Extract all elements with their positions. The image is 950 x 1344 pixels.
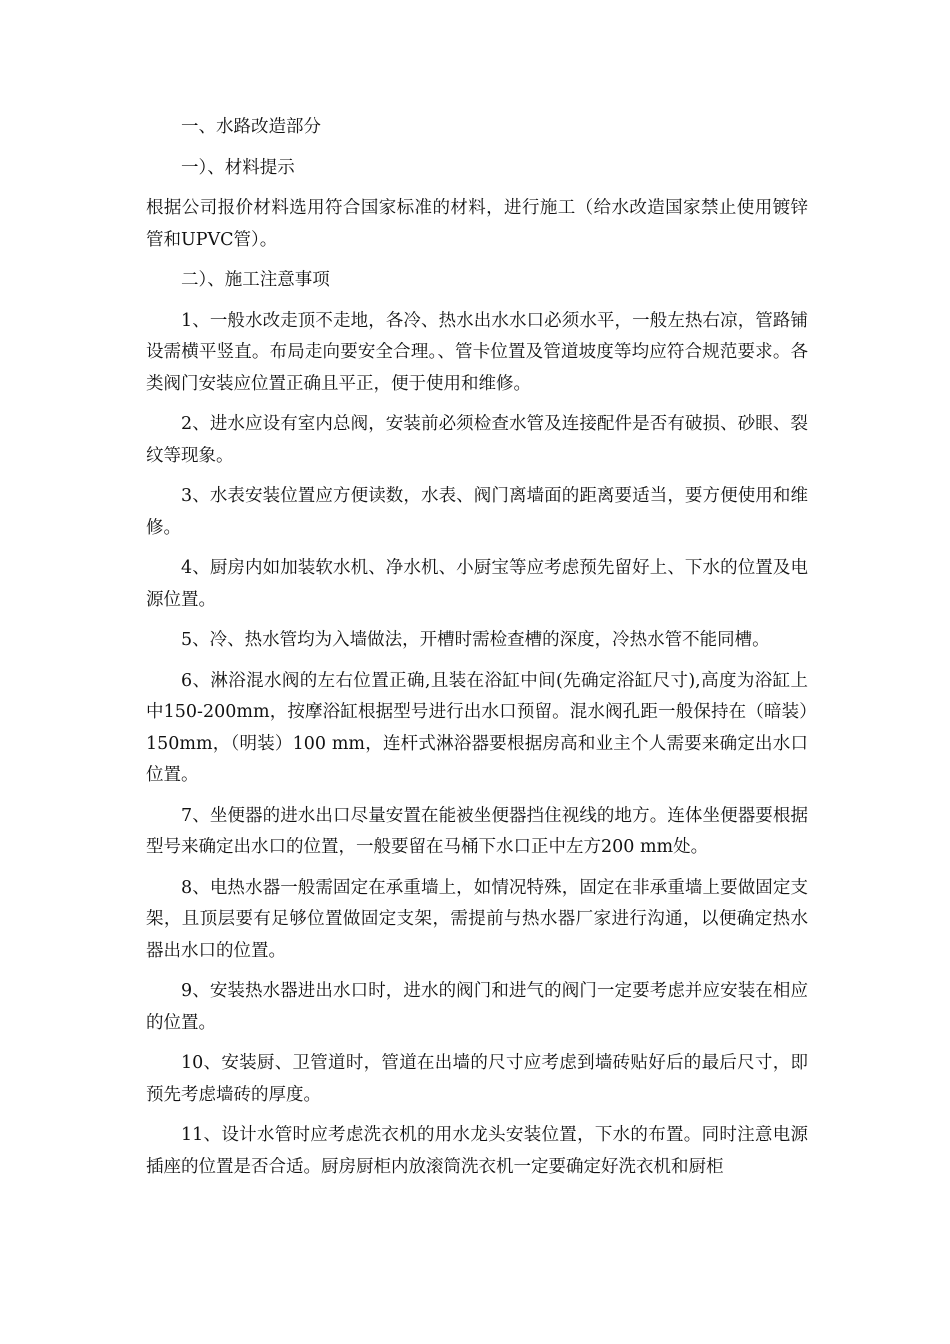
list-item: 4、厨房内如加装软水机、净水机、小厨宝等应考虑预先留好上、下水的位置及电源位置。 — [146, 558, 808, 610]
list-item: 2、进水应设有室内总阀，安装前必须检查水管及连接配件是否有破损、砂眼、裂纹等现象。 — [146, 414, 808, 466]
list-item: 7、坐便器的进水出口尽量安置在能被坐便器挡住视线的地方。连体坐便器要根据型号来确定出水口的位置，一般要留在马桶下水口正中左方200 mm处。 — [146, 805, 808, 857]
intro-paragraph: 根据公司报价材料选用符合国家标准的材料，进行施工（给水改造国家禁止使用镀锌管和UPVC管）。 — [146, 198, 808, 250]
document-page — [146, 112, 808, 1192]
subsection-heading-precautions: 二）、施工注意事项 — [181, 270, 330, 290]
list-item: 5、冷、热水管均为入墙做法，开槽时需检查槽的深度，冷热水管不能同槽。 — [181, 630, 770, 650]
list-item: 11、设计水管时应考虑洗衣机的用水龙头安装位置，下水的布置。同时注意电源插座的位置是否合适。厨房厨柜内放滚筒洗衣机一定要确定好洗衣机和厨柜 — [146, 1125, 808, 1177]
list-item: 3、水表安装位置应方便读数，水表、阀门离墙面的距离要适当，要方便使用和维修。 — [146, 486, 808, 538]
section-heading: 一、水路改造部分 — [181, 117, 321, 137]
list-item: 8、电热水器一般需固定在承重墙上，如情况特殊，固定在非承重墙上要做固定支架，且顶层要有足够位置做固定支架，需提前与热水器厂家进行沟通，以便确定热水器出水口的位置。 — [146, 877, 808, 961]
subsection-heading-materials: 一）、材料提示 — [181, 157, 295, 178]
list-item: 6、淋浴混水阀的左右位置正确,且装在浴缸中间(先确定浴缸尺寸),高度为浴缸上中150-200mm，按摩浴缸根据型号进行出水口预留。混水阀孔距一般保持在（暗装）150mm，（明装）100 mm，连杆式淋浴器要根据房高和业主个人需要来确定出水口位置。 — [146, 670, 808, 785]
list-item: 1、一般水改走顶不走地，各冷、热水出水水口必须水平，一般左热右凉，管路铺设需横平竖直。布局走向要安全合理。、管卡位置及管道坡度等均应符合规范要求。各类阀门安装应位置正确且平正，便于使用和维修。 — [146, 310, 808, 394]
list-item: 10、安装厨、卫管道时，管道在出墙的尺寸应考虑到墙砖贴好后的最后尺寸，即预先考虑墙砖的厚度。 — [146, 1053, 808, 1105]
list-item: 9、安装热水器进出水口时，进水的阀门和进气的阀门一定要考虑并应安装在相应的位置。 — [146, 981, 808, 1033]
